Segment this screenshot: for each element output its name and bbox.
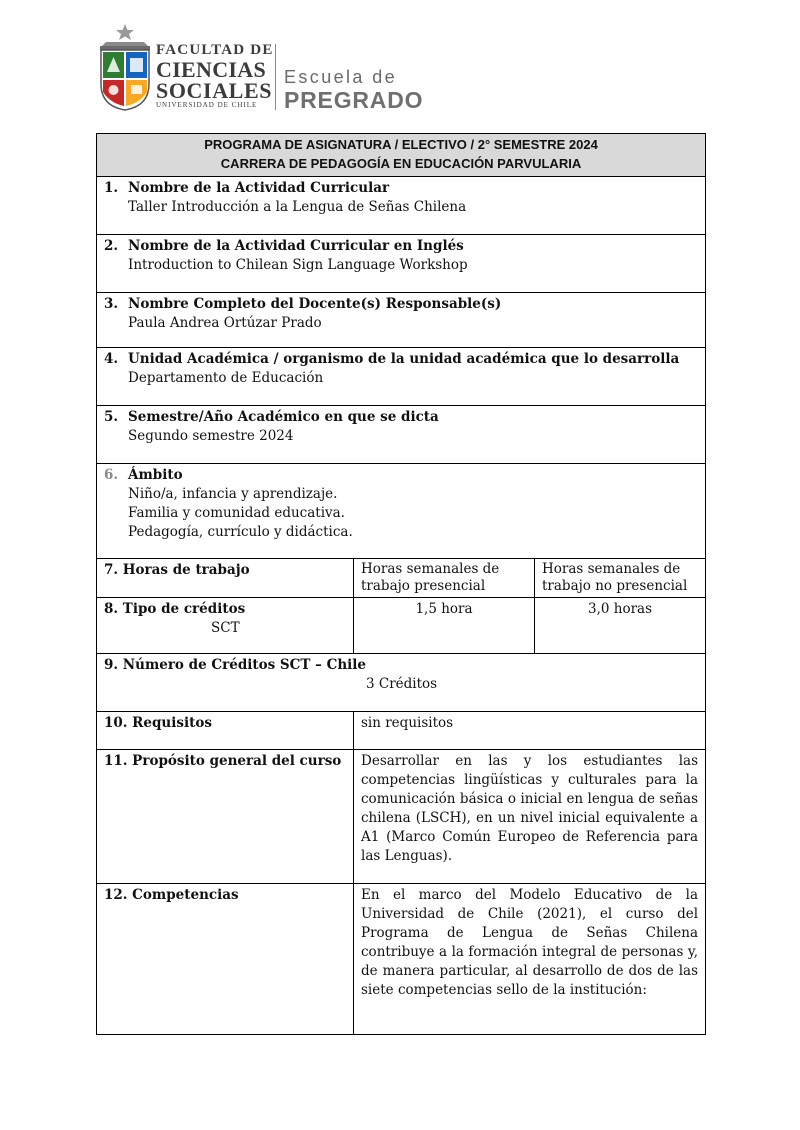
section-11-row xyxy=(97,750,706,884)
section-12-title: 12. Competencias xyxy=(97,884,354,1035)
section-7-row xyxy=(97,559,706,598)
section-5-number: 5. xyxy=(104,409,119,425)
school-line-1: Escuela de xyxy=(284,67,398,87)
section-4-row xyxy=(97,348,706,406)
logo-divider xyxy=(275,44,276,110)
section-2-number: 2. xyxy=(104,238,119,254)
section-7-col1: Horas semanales de trabajo presencial xyxy=(354,559,535,598)
section-10-title: 10. Requisitos xyxy=(97,712,354,750)
section-12-row xyxy=(97,884,706,1035)
section-1-row xyxy=(97,177,706,235)
section-3-title: Nombre Completo del Docente(s) Responsable(s) xyxy=(128,296,502,312)
university-crest-icon xyxy=(98,22,152,112)
section-4-title: Unidad Académica / organismo de la unidad académica que lo desarrolla xyxy=(128,351,680,367)
section-8-val1: 1,5 hora xyxy=(354,598,535,654)
section-6-item: Familia y comunidad educativa. xyxy=(128,505,345,521)
section-8-row xyxy=(97,598,706,654)
section-4-value: Departamento de Educación xyxy=(128,370,324,386)
section-11-value: Desarrollar en las y los estudiantes las competencias lingüísticas y culturales para la comunicación básica o inicial en lengua de señas chilena (LSCH), en un nivel inicial equivalente a A1 (Marco Común Europeo de Referencia para las Lenguas). xyxy=(354,750,706,884)
section-11-title: 11. Propósito general del curso xyxy=(97,750,354,884)
faculty-line-3: SOCIALES xyxy=(156,78,273,103)
section-1-number: 1. xyxy=(104,180,119,196)
section-9-value: 3 Créditos xyxy=(366,676,438,692)
school-name xyxy=(284,66,423,112)
faculty-line-4: UNIVERSIDAD DE CHILE xyxy=(156,101,258,109)
program-header-row xyxy=(97,134,706,177)
faculty-line-1: FACULTAD DE xyxy=(156,42,274,58)
section-7-title: 7. Horas de trabajo xyxy=(97,559,354,598)
section-6-title: Ámbito xyxy=(128,467,183,483)
program-table xyxy=(96,133,706,1035)
section-12-value: En el marco del Modelo Educativo de la Universidad de Chile (2021), el curso del Programa de Lengua de Señas Chilena contribuye a la formación integral de personas y, de manera particular, al desarrollo de dos de las siete competencias sello de la institución: xyxy=(354,884,706,1035)
section-6-item: Pedagogía, currículo y didáctica. xyxy=(128,524,353,540)
section-6-row xyxy=(97,464,706,559)
section-3-row xyxy=(97,293,706,348)
faculty-name xyxy=(156,42,274,110)
program-title-line-1: PROGRAMA DE ASIGNATURA / ELECTIVO / 2° SEMESTRE 2024 xyxy=(204,137,598,152)
section-5-value: Segundo semestre 2024 xyxy=(128,428,294,444)
section-7-col2: Horas semanales de trabajo no presencial xyxy=(535,559,706,598)
faculty-logo xyxy=(98,22,438,114)
section-8-val2: 3,0 horas xyxy=(535,598,706,654)
program-title-line-2: CARRERA DE PEDAGOGÍA EN EDUCACIÓN PARVULARIA xyxy=(220,156,582,171)
section-5-title: Semestre/Año Académico en que se dicta xyxy=(128,409,439,425)
section-10-value: sin requisitos xyxy=(354,712,706,750)
section-6-item: Niño/a, infancia y aprendizaje. xyxy=(128,486,338,502)
section-3-number: 3. xyxy=(104,296,119,312)
section-2-row xyxy=(97,235,706,293)
section-8-sub: SCT xyxy=(211,620,240,636)
section-6-number: 6. xyxy=(104,467,119,483)
section-2-title: Nombre de la Actividad Curricular en Inglés xyxy=(128,238,464,254)
school-line-2: PREGRADO xyxy=(284,87,424,113)
section-4-number: 4. xyxy=(104,351,119,367)
section-1-title: Nombre de la Actividad Curricular xyxy=(128,180,390,196)
section-9-title: 9. Número de Créditos SCT – Chile xyxy=(104,657,367,673)
section-9-row xyxy=(97,654,706,712)
section-8-title: 8. Tipo de créditos xyxy=(104,601,246,617)
section-10-row xyxy=(97,712,706,750)
section-1-value: Taller Introducción a la Lengua de Señas Chilena xyxy=(128,199,467,215)
section-3-value: Paula Andrea Ortúzar Prado xyxy=(128,315,322,331)
section-2-value: Introduction to Chilean Sign Language Workshop xyxy=(128,257,468,273)
section-5-row xyxy=(97,406,706,464)
faculty-line-2: CIENCIAS xyxy=(156,57,266,82)
